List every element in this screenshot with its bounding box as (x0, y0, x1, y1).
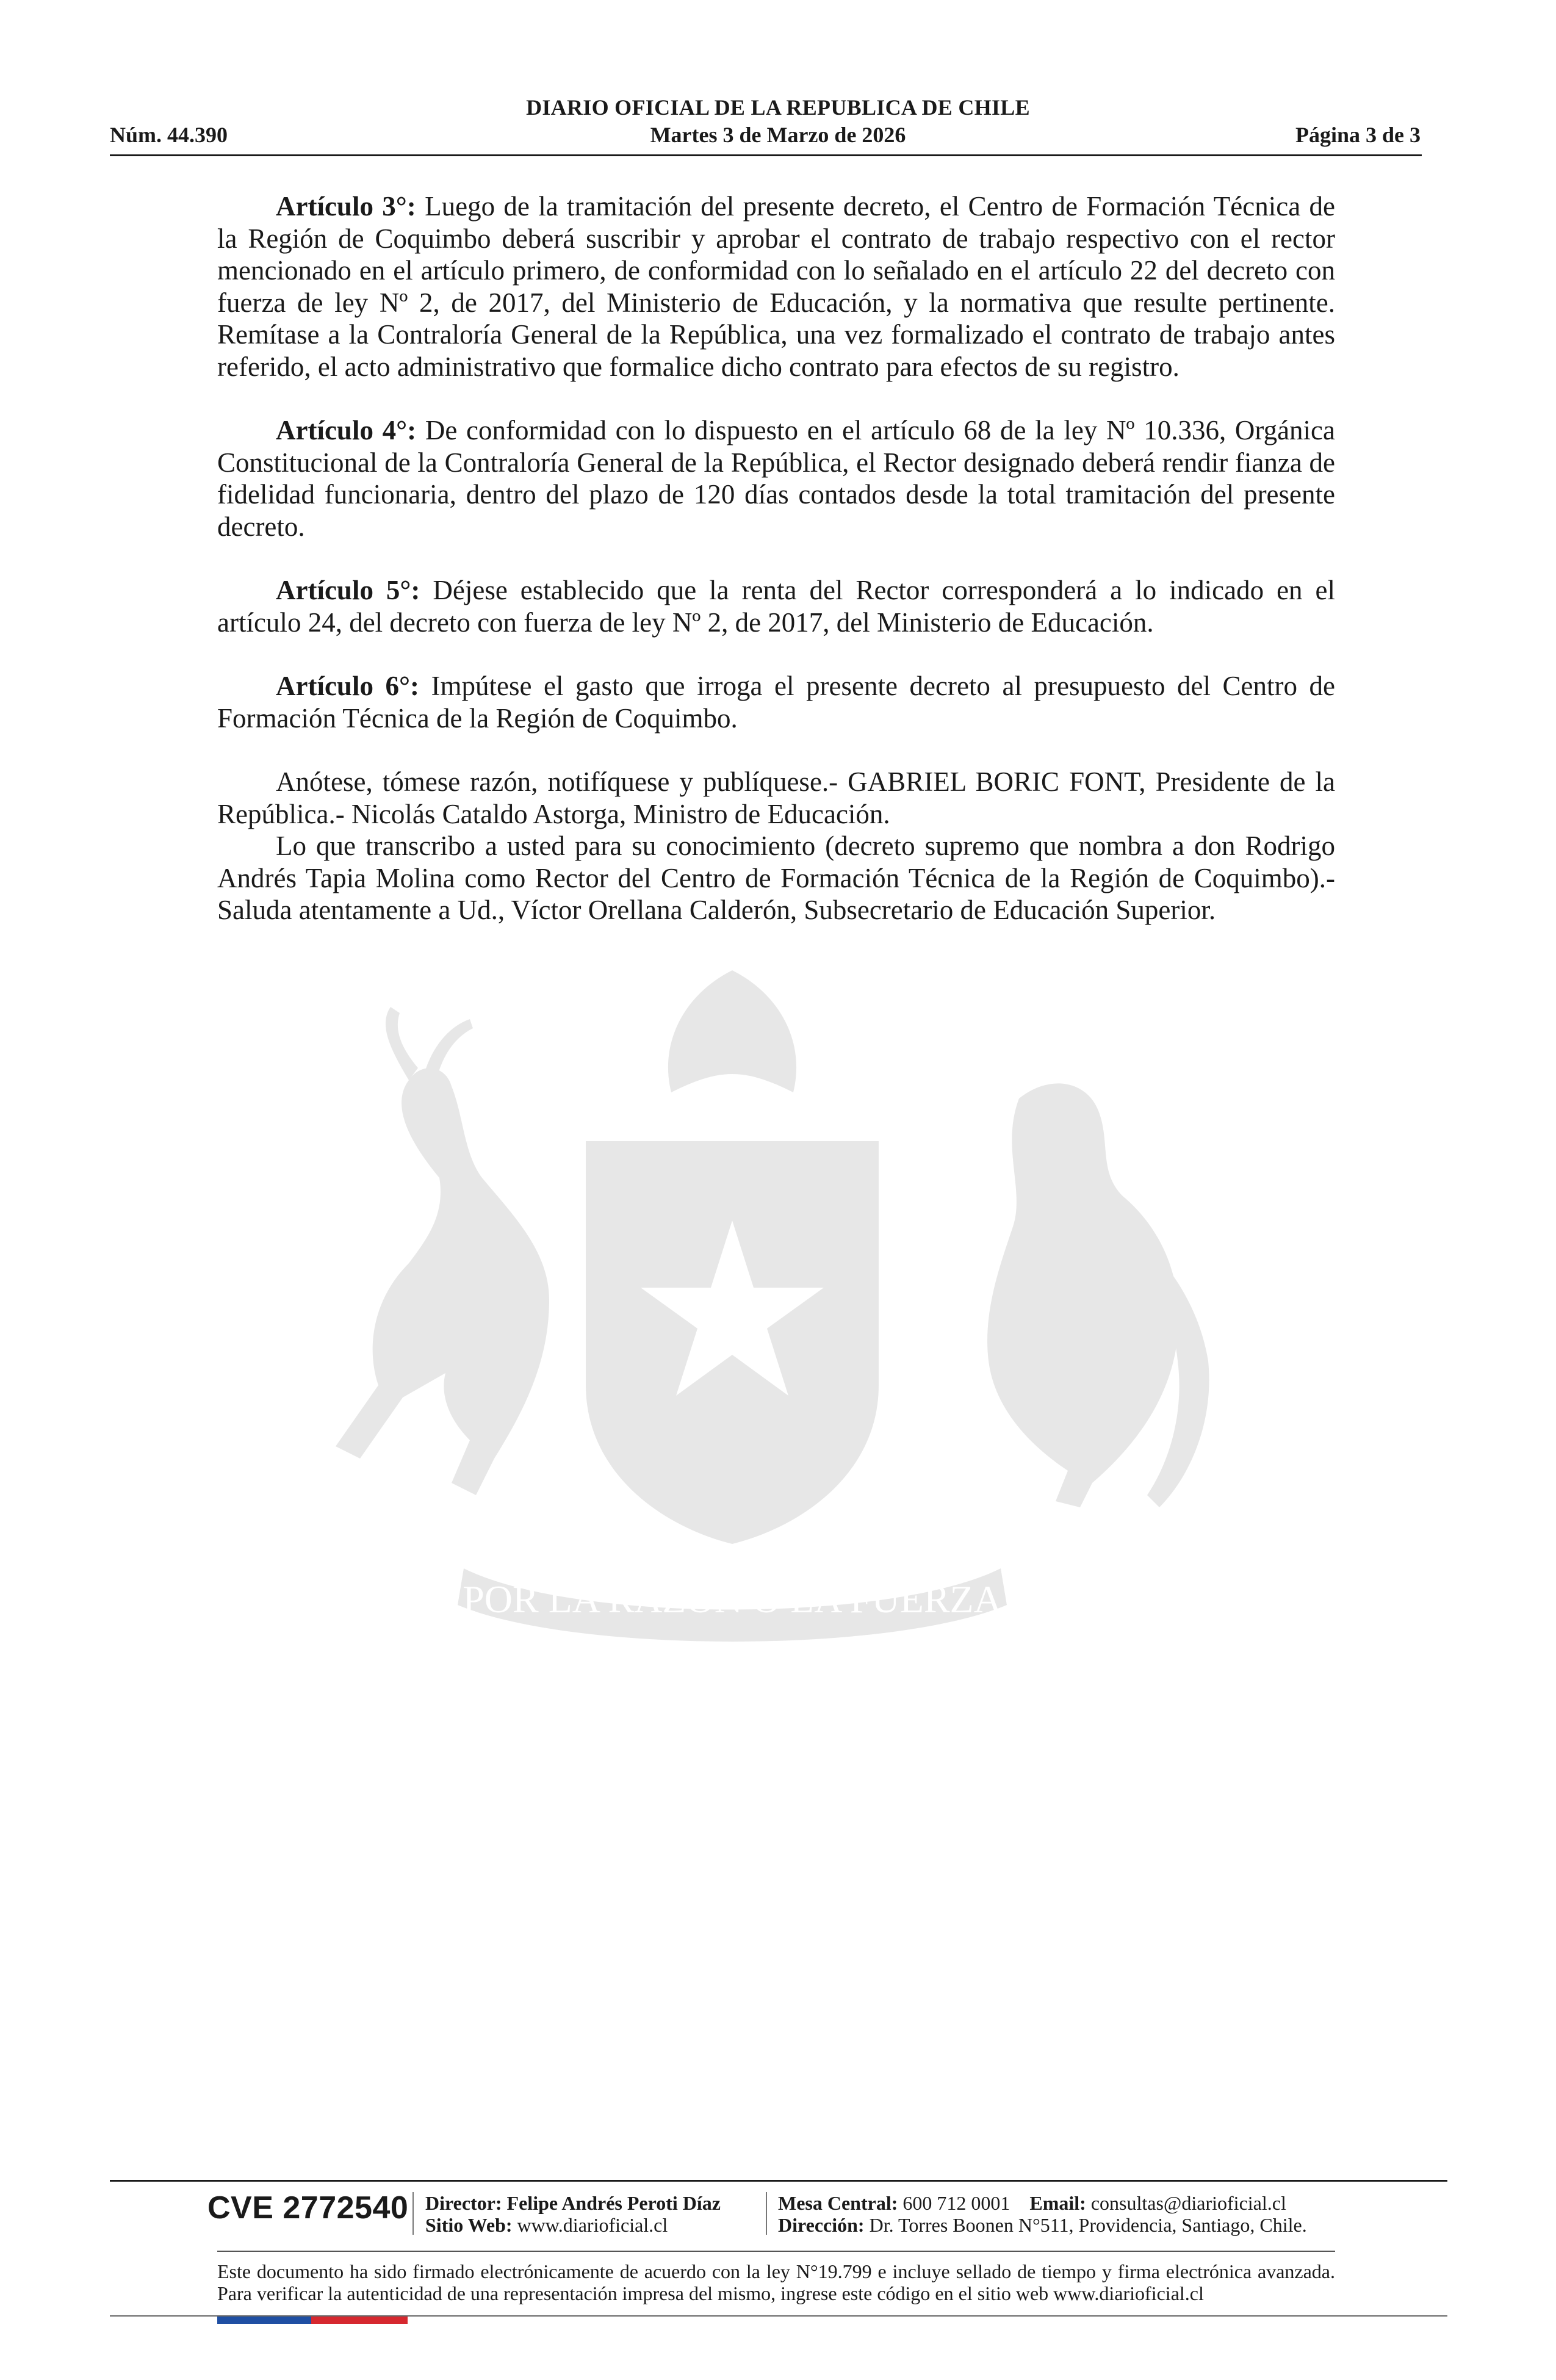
article-6-text: Impútese el gasto que irroga el presente decreto al presupuesto del Centro de Formación Técnica de la Región de Coquimbo. (217, 671, 1335, 734)
article-3-text: Luego de la tramitación del presente decreto, el Centro de Formación Técnica de la Región de Coquimbo deberá suscribir y aprobar el contrato de trabajo respectivo con el rector mencionado en el artículo primero, de conformidad con lo señalado en el artículo 22 del decreto con fuerza de ley Nº 2, de 2017, del Ministerio de Educación, y la normativa que resulte pertinente. Remítase a la Contraloría General de la República, una vez formalizado el contrato de trabajo antes referido, el acto administrativo que formalice dicho contrato para efectos de su registro. (217, 191, 1335, 382)
article-4 (217, 414, 1335, 543)
footer-separator (412, 2192, 414, 2235)
page-indicator: Página 3 de 3 (1295, 123, 1421, 147)
decree-body (217, 190, 1335, 926)
footer-separator (766, 2192, 767, 2235)
cve-code: CVE 2772540 (207, 2190, 409, 2226)
legal-notice: Este documento ha sido firmado electrónicamente de acuerdo con la ley N°19.799 e incluye sellado de tiempo y firma electrónica avanzada. Para verificar la autenticidad de una representación impresa del mismo, ingrese este código en el sitio web www.diarioficial.cl (217, 2260, 1335, 2304)
publication-date: Martes 3 de Marzo de 2026 (650, 123, 906, 147)
publication-title: DIARIO OFICIAL DE LA REPUBLICA DE CHILE (526, 95, 1030, 120)
issue-number: Núm. 44.390 (110, 123, 228, 147)
director-label: Director: (425, 2192, 502, 2214)
mesa-label: Mesa Central: (778, 2192, 898, 2214)
footer-contact-block (778, 2192, 1307, 2236)
closing-formula: Anótese, tómese razón, notifíquese y publíquese.- GABRIEL BORIC FONT, Presidente de la República.- Nicolás Cataldo Astorga, Ministro de Educación. (217, 766, 1335, 829)
watermark-motto: POR LA RAZÓN O LA FUERZA (463, 1578, 1002, 1621)
website-label: Sitio Web: (425, 2214, 513, 2236)
article-6 (217, 670, 1335, 734)
footer-top-divider (110, 2180, 1447, 2182)
article-5 (217, 574, 1335, 638)
mesa-phone: 600 712 0001 (902, 2192, 1010, 2214)
website-link[interactable]: www.diarioficial.cl (517, 2214, 668, 2236)
article-3-label: Artículo 3°: (276, 191, 416, 222)
transcript-note: Lo que transcribo a usted para su conocimiento (decreto supremo que nombra a don Rodrigo Andrés Tapia Molina como Rector del Centro de Formación Técnica de la Región de Coquimbo).- Saluda atentamente a Ud., Víctor Orellana Calderón, Subsecretario de Educación Superior. (217, 831, 1335, 925)
article-5-label: Artículo 5°: (276, 575, 420, 605)
article-3 (217, 190, 1335, 383)
header-divider (110, 154, 1422, 156)
flag-stripe-blue (217, 2317, 311, 2324)
article-4-text: De conformidad con lo dispuesto en el artículo 68 de la ley Nº 10.336, Orgánica Constitucional de la Contraloría General de la República, el Rector designado deberá rendir fianza de fidelidad funcionaria, dentro del plazo de 120 días contados desde la total tramitación del presente decreto. (217, 415, 1335, 542)
footer-mid-divider (217, 2251, 1335, 2252)
footer-director-block (425, 2192, 721, 2236)
flag-stripe-red (311, 2317, 408, 2324)
address-label: Dirección: (778, 2214, 865, 2236)
coat-of-arms-watermark-icon (207, 958, 1257, 1660)
article-4-label: Artículo 4°: (276, 415, 417, 445)
email-label: Email: (1029, 2192, 1086, 2214)
director-name: Felipe Andrés Peroti Díaz (506, 2192, 721, 2214)
article-5-text: Déjese establecido que la renta del Rector corresponderá a lo indicado en el artículo 24, del decreto con fuerza de ley Nº 2, de 2017, del Ministerio de Educación. (217, 575, 1335, 638)
email-link[interactable]: consultas@diarioficial.cl (1090, 2192, 1286, 2214)
address-value: Dr. Torres Boonen N°511, Providencia, Santiago, Chile. (869, 2214, 1307, 2236)
article-6-label: Artículo 6°: (276, 671, 419, 701)
